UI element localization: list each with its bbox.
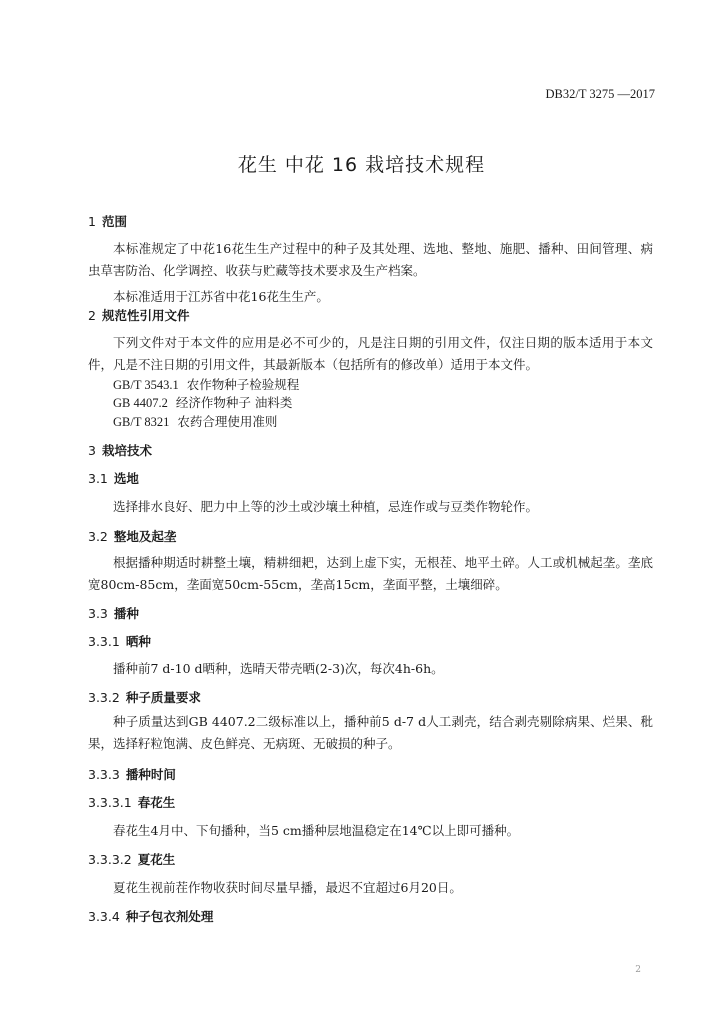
paragraph: 播种前7 d-10 d晒种，选晴天带壳晒(2-3)次，每次4h-6h。 <box>113 661 444 676</box>
section-number: 3.3 <box>88 606 108 621</box>
section-number: 3.3.1 <box>88 634 120 649</box>
section-number: 3.1 <box>88 471 108 486</box>
section-heading-3-2 <box>88 527 176 545</box>
section-heading-3-3-3 <box>88 765 176 783</box>
section-heading-3-3-2 <box>88 688 201 706</box>
section-number: 3.3.2 <box>88 690 120 705</box>
reference-name: 农药合理使用准则 <box>177 414 278 429</box>
section-number: 3.3.4 <box>88 909 120 924</box>
section-title: 选地 <box>113 471 139 486</box>
section-heading-3-3-3-2 <box>88 850 175 868</box>
section-heading-3-3-4 <box>88 907 213 925</box>
section-number: 1 <box>88 214 96 229</box>
section-title: 栽培技术 <box>101 443 152 458</box>
section-title: 播种时间 <box>125 767 176 782</box>
paragraph: 夏花生视前茬作物收获时间尽量早播，最迟不宜超过6月20日。 <box>113 880 462 895</box>
reference-name: 农作物种子检验规程 <box>186 377 300 392</box>
section-heading-3-3-3-1 <box>88 793 175 811</box>
section-number: 3 <box>88 443 96 458</box>
section-title: 晒种 <box>125 634 151 649</box>
section-heading-3 <box>88 441 152 459</box>
section-number: 3.3.3.2 <box>88 852 132 867</box>
section-title: 夏花生 <box>137 852 176 867</box>
reference-code: GB/T 8321 <box>113 415 170 429</box>
section-heading-3-3 <box>88 604 139 622</box>
reference-name: 经济作物种子 油料类 <box>175 395 293 410</box>
paragraph: 本标准适用于江苏省中花16花生生产。 <box>113 289 329 304</box>
paragraph: 选择排水良好、肥力中上等的沙土或沙壤土种植，忌连作或与豆类作物轮作。 <box>113 499 539 514</box>
section-title: 播种 <box>113 606 139 621</box>
reference-item <box>113 375 299 393</box>
section-heading-3-3-1 <box>88 632 151 650</box>
paragraph: 根据播种期适时耕整土壤，精耕细耙，达到上虚下实，无根茬、地平土碎。人工或机械起垄。垄底宽80cm-85cm，垄面宽50cm-55cm，垄高15cm，垄面平整，土壤细碎。 <box>88 555 653 592</box>
section-title: 规范性引用文件 <box>101 308 190 323</box>
reference-item <box>113 393 292 411</box>
section-number: 2 <box>88 308 96 323</box>
paragraph: 种子质量达到GB 4407.2二级标准以上，播种前5 d-7 d人工剥壳，结合剥壳剔除病果、烂果、秕果，选择籽粒饱满、皮色鲜亮、无病斑、无破损的种子。 <box>88 714 653 751</box>
reference-item <box>113 412 277 430</box>
paragraph: 春花生4月中、下旬播种，当5 cm播种层地温稳定在14℃以上即可播种。 <box>113 823 520 838</box>
section-title: 种子包衣剂处理 <box>125 909 214 924</box>
paragraph: 本标准规定了中花16花生生产过程中的种子及其处理、选地、整地、施肥、播种、田间管理、病虫草害防治、化学调控、收获与贮藏等技术要求及生产档案。 <box>88 241 653 278</box>
section-title: 范围 <box>101 214 127 229</box>
section-number: 3.3.3 <box>88 767 120 782</box>
section-number: 3.3.3.1 <box>88 795 132 810</box>
paragraph: 下列文件对于本文件的应用是必不可少的，凡是注日期的引用文件，仅注日期的版本适用于本文件，凡是不注日期的引用文件，其最新版本（包括所有的修改单）适用于本文件。 <box>88 335 653 372</box>
section-title: 种子质量要求 <box>125 690 201 705</box>
section-number: 3.2 <box>88 529 108 544</box>
doc-title: 花生 中花 16 栽培技术规程 <box>237 154 486 176</box>
section-heading-2 <box>88 306 189 324</box>
section-heading-3-1 <box>88 469 139 487</box>
reference-code: GB/T 3543.1 <box>113 378 179 392</box>
section-title: 春花生 <box>137 795 176 810</box>
doc-number: DB32/T 3275 —2017 <box>545 87 655 101</box>
section-title: 整地及起垄 <box>113 529 177 544</box>
page-number: 2 <box>635 965 641 975</box>
reference-code: GB 4407.2 <box>113 396 168 410</box>
section-heading-1 <box>88 212 127 230</box>
